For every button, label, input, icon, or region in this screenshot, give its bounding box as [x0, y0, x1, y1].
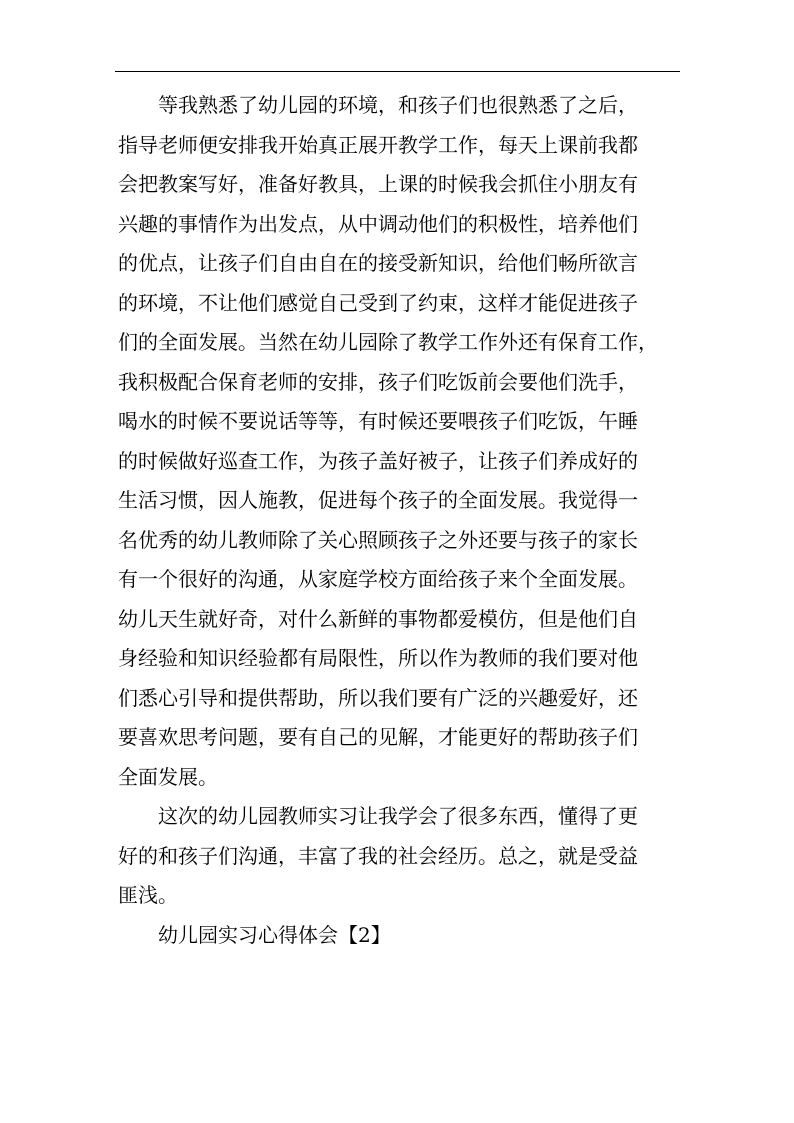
text-line: 生活习惯，因人施教，促进每个孩子的全面发展。我觉得一 [118, 488, 638, 512]
paragraph-2 [118, 797, 678, 916]
text-line: 们的全面发展。当然在幼儿园除了教学工作外还有保育工作， [118, 330, 658, 354]
text-line: 等我熟悉了幼儿园的环境，和孩子们也很熟悉了之后， [158, 93, 638, 117]
text-line: 兴趣的事情作为出发点，从中调动他们的积极性，培养他们 [118, 211, 638, 236]
text-line: 好的和孩子们沟通，丰富了我的社会经历。总之，就是受益 [118, 843, 638, 868]
text-line: 要喜欢思考问题，要有自己的见解，才能更好的帮助孩子们 [118, 725, 638, 749]
text-line: 这次的幼儿园教师实习让我学会了很多东西，懂得了更 [158, 804, 638, 828]
text-line: 喝水的时候不要说话等等，有时候还要喂孩子们吃饭，午睡 [118, 409, 638, 433]
text-line: 名优秀的幼儿教师除了关心照顾孩子之外还要与孩子的家长 [118, 527, 638, 552]
text-line: 的优点，让孩子们自由自在的接受新知识，给他们畅所欲言 [118, 251, 638, 275]
section-heading [118, 916, 678, 956]
section-heading-text: 幼儿园实习心得体会【2】 [158, 922, 391, 947]
text-line: 们悉心引导和提供帮助，所以我们要有广泛的兴趣爱好，还 [118, 685, 638, 710]
paragraph-1 [118, 86, 678, 797]
text-line: 的时候做好巡查工作，为孩子盖好被子，让孩子们养成好的 [118, 448, 638, 473]
text-line: 幼儿天生就好奇，对什么新鲜的事物都爱模仿，但是他们自 [118, 606, 638, 631]
header-rule [115, 71, 680, 72]
text-line: 会把教案写好，准备好教具，上课的时候我会抓住小朋友有 [118, 172, 638, 196]
text-line: 匪浅。 [118, 883, 178, 907]
text-line: 我积极配合保育老师的安排，孩子们吃饭前会要他们洗手， [118, 369, 638, 394]
text-line: 全面发展。 [118, 764, 218, 789]
text-line: 身经验和知识经验都有局限性，所以作为教师的我们要对他 [118, 646, 638, 670]
text-line: 的环境，不让他们感觉自己受到了约束，这样才能促进孩子 [118, 290, 638, 315]
document-body [118, 86, 678, 955]
text-line: 指导老师便安排我开始真正展开教学工作，每天上课前我都 [118, 132, 638, 157]
text-line: 有一个很好的沟通，从家庭学校方面给孩子来个全面发展。 [118, 567, 638, 591]
